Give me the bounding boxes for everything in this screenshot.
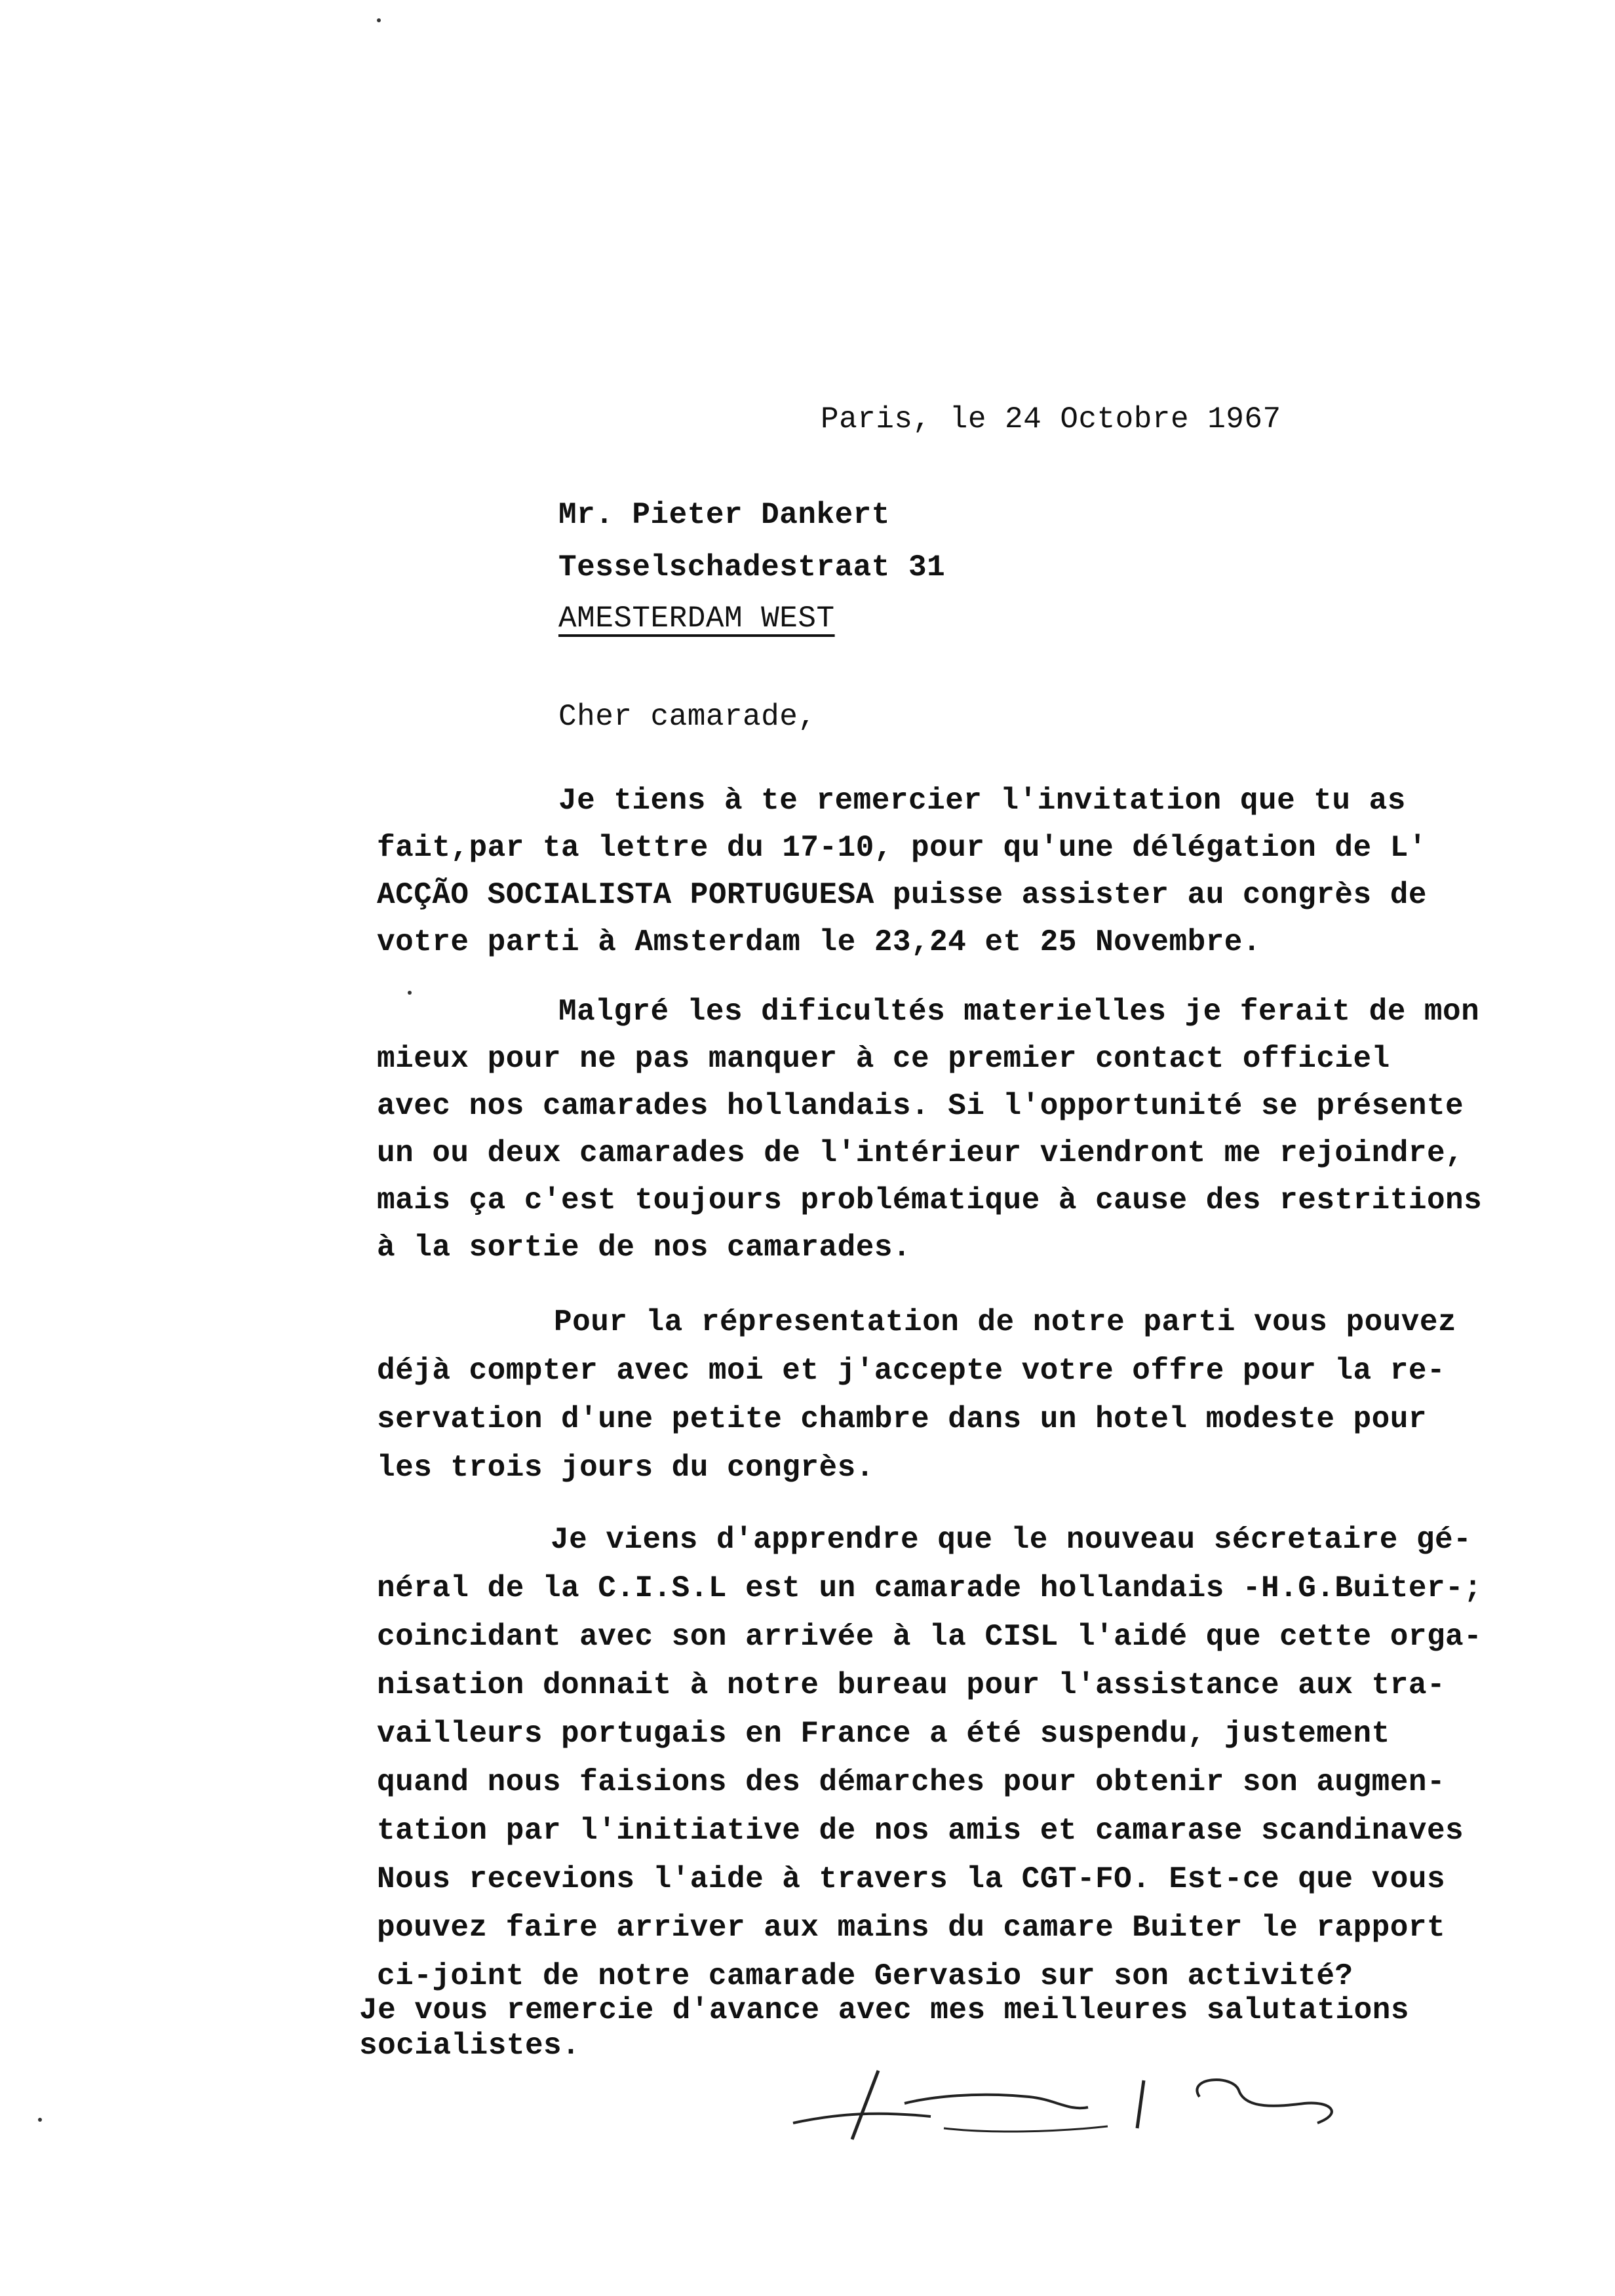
text-line: quand nous faisions des démarches pour obtenir son augmen- [377, 1765, 1446, 1799]
scan-speck [38, 2118, 42, 2122]
text-line: vailleurs portugais en France a été suspendu, justement [377, 1717, 1390, 1751]
text-line: fait,par ta lettre du 17-10, pour qu'une délégation de L' [377, 831, 1427, 865]
text-line: socialistes. [359, 2029, 581, 2063]
scan-speck [377, 18, 381, 22]
text-line: coincidant avec son arrivée à la CISL l'aidé que cette orga- [377, 1620, 1483, 1654]
dateline: Paris, le 24 Octobre 1967 [821, 402, 1281, 436]
text-line: Je tiens à te remercier l'invitation que tu as [558, 784, 1406, 818]
text-line: Malgré les dificultés materielles je ferait de mon [558, 995, 1480, 1029]
text-line: ACÇÃO SOCIALISTA PORTUGUESA puisse assister au congrès de [377, 878, 1427, 912]
scan-speck [408, 991, 412, 995]
text-line: ci-joint de notre camarade Gervasio sur son activité? [377, 1959, 1353, 1993]
salutation: Cher camarade, [558, 700, 817, 734]
text-line: votre parti à Amsterdam le 23,24 et 25 Novembre. [377, 925, 1262, 959]
text-line: avec nos camarades hollandais. Si l'opportunité se présente [377, 1089, 1464, 1123]
recipient-street: Tesselschadestraat 31 [558, 550, 946, 584]
text-line: les trois jours du congrès. [377, 1451, 874, 1485]
text-line: mais ça c'est toujours problématique à cause des restritions [377, 1183, 1483, 1217]
text-line: déjà compter avec moi et j'accepte votre offre pour la re- [377, 1354, 1446, 1388]
text-line: mieux pour ne pas manquer à ce premier contact officiel [377, 1042, 1390, 1076]
text-line: Nous recevions l'aide à travers la CGT-FO. Est-ce que vous [377, 1862, 1446, 1896]
text-line: nisation donnait à notre bureau pour l'assistance aux tra- [377, 1668, 1446, 1702]
text-line: Je viens d'apprendre que le nouveau sécretaire gé- [551, 1523, 1472, 1557]
text-line: à la sortie de nos camarades. [377, 1231, 912, 1265]
handwritten-signature [780, 2051, 1357, 2143]
text-line: un ou deux camarades de l'intérieur viendront me rejoindre, [377, 1136, 1464, 1170]
text-line: néral de la C.I.S.L est un camarade hollandais -H.G.Buiter-; [377, 1571, 1483, 1605]
text-line: Je vous remercie d'avance avec mes meilleures salutations [359, 1993, 1409, 2027]
text-line: pouvez faire arriver aux mains du camare Buiter le rapport [377, 1911, 1446, 1945]
text-line: Pour la répresentation de notre parti vous pouvez [554, 1305, 1457, 1339]
recipient-city: AMESTERDAM WEST [558, 602, 835, 636]
text-line: tation par l'initiative de nos amis et camarase scandinaves [377, 1814, 1464, 1848]
recipient-name: Mr. Pieter Dankert [558, 498, 890, 532]
text-line: servation d'une petite chambre dans un hotel modeste pour [377, 1402, 1427, 1436]
